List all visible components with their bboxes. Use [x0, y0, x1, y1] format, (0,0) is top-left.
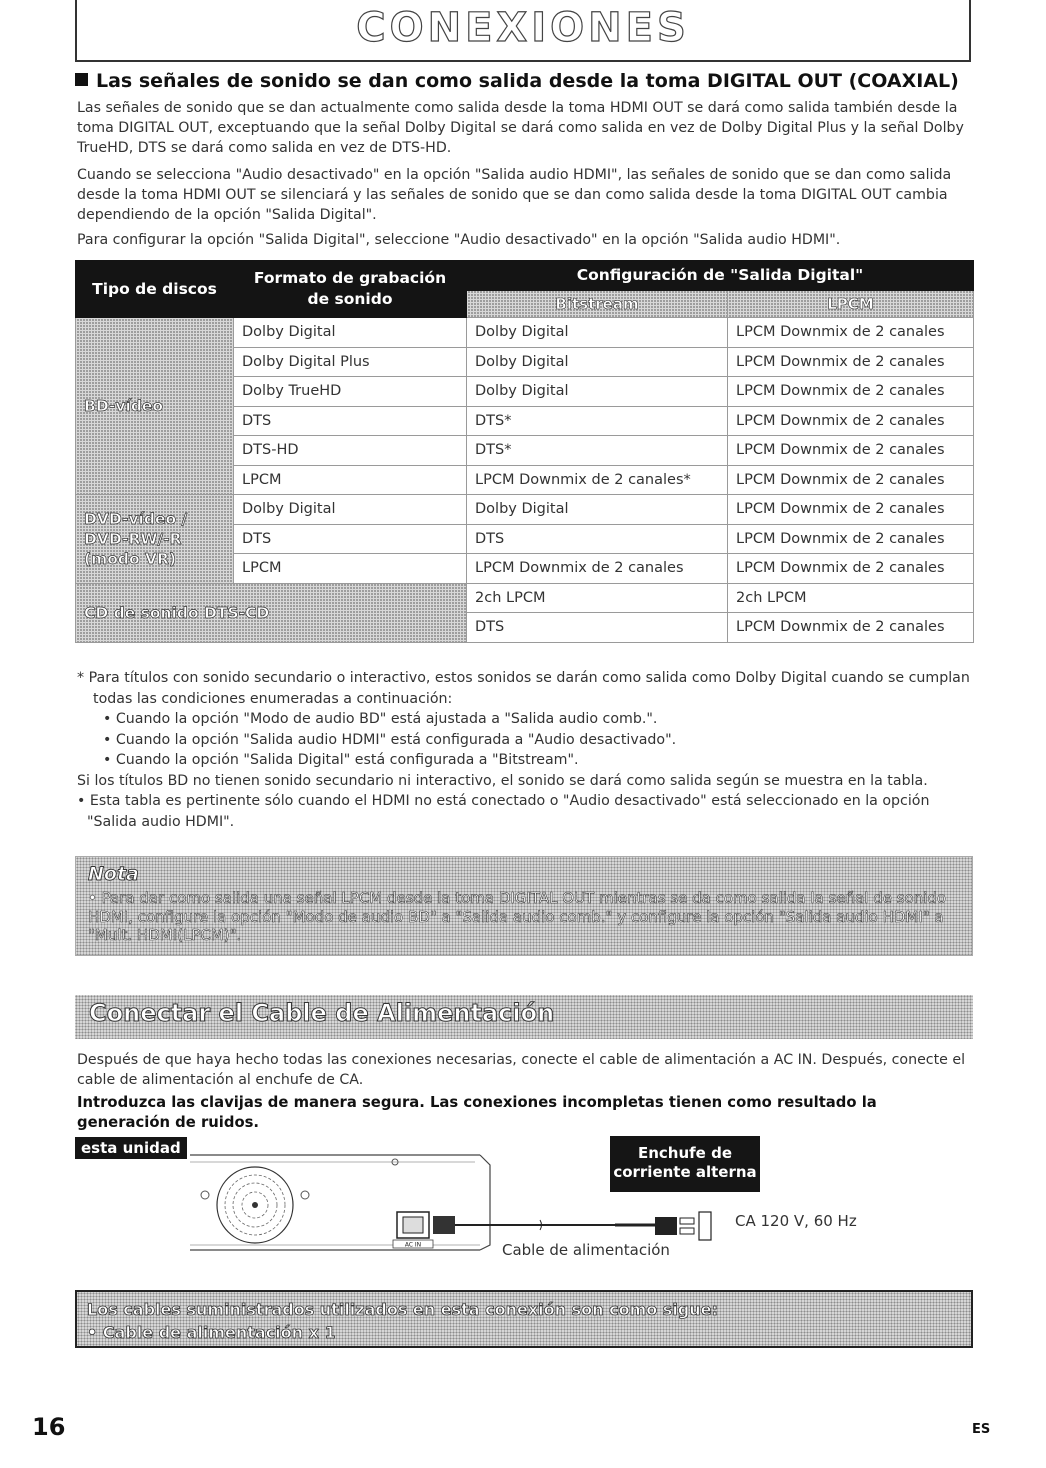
cell-bitstream: Dolby Digital: [467, 318, 728, 348]
section-heading-text: Las señales de sonido se dan como salida desde la toma DIGITAL OUT (COAXIAL): [96, 70, 959, 92]
cell-format: DTS: [234, 524, 467, 554]
header-lpcm: LPCM: [728, 290, 974, 317]
nota-title: Nota: [88, 863, 139, 885]
cell-bitstream: LPCM Downmix de 2 canales: [467, 554, 728, 584]
cell-lpcm: LPCM Downmix de 2 canales: [728, 347, 974, 377]
supplied-cables-heading: Los cables suministrados utilizados en esta conexión son como sigue:: [87, 1300, 718, 1319]
note-bullet-3: • Cuando la opción "Salida Digital" está configurada a "Bitstream".: [103, 752, 579, 768]
cell-lpcm: LPCM Downmix de 2 canales: [728, 377, 974, 407]
language-code: ES: [972, 1422, 991, 1437]
cell-bitstream: DTS: [467, 613, 728, 643]
nota-box: [75, 856, 973, 956]
footnote: * Para títulos con sonido secundario o interactivo, estos sonidos se darán como salida como Dolby Digital cuando se cumplan todas las condiciones enumeradas a continuación:: [77, 670, 970, 707]
cell-lpcm: LPCM Downmix de 2 canales: [728, 406, 974, 436]
cell-format: Dolby TrueHD: [234, 377, 467, 407]
cell-lpcm: LPCM Downmix de 2 canales: [728, 554, 974, 584]
paragraph-2: Cuando se selecciona "Audio desactivado" en la opción "Salida audio HDMI", las señales de sonido que se dan como salida desde la toma HDMI OUT se silenciará y las señales de sonido que se dan como salida desde la toma DIGITAL OUT cambia dependiendo de la opción "Salida Digital".: [77, 167, 952, 223]
cell-format: Dolby Digital: [234, 318, 467, 348]
header-config: Configuración de "Salida Digital": [467, 261, 974, 291]
plug-label-line-2: corriente alterna: [613, 1163, 757, 1181]
group-dvd-video: DVD-vídeo / DVD-RW/-R (modo VR): [76, 495, 234, 584]
note-bullet-1: • Cuando la opción "Modo de audio BD" está ajustada a "Salida audio comb.".: [103, 711, 658, 727]
cell-format: Dolby Digital Plus: [234, 347, 467, 377]
plug-label: [610, 1136, 760, 1192]
cell-format: DTS-HD: [234, 436, 467, 466]
header-format: Formato de grabación de sonido: [234, 261, 467, 318]
cell-format: LPCM: [234, 465, 467, 495]
group-cd: CD de sonido DTS-CD: [76, 583, 467, 642]
cell-lpcm: LPCM Downmix de 2 canales: [728, 613, 974, 643]
cell-bitstream: DTS*: [467, 436, 728, 466]
cell-format: Dolby Digital: [234, 495, 467, 525]
cell-lpcm: LPCM Downmix de 2 canales: [728, 495, 974, 525]
power-section-banner: [75, 995, 973, 1039]
heading-bullet-icon: [75, 73, 88, 86]
page-title: CONEXIONES: [356, 5, 690, 51]
header-bitstream: Bitstream: [467, 290, 728, 317]
cell-bitstream: Dolby Digital: [467, 347, 728, 377]
fan-icon: [201, 1159, 398, 1243]
cell-bitstream: Dolby Digital: [467, 377, 728, 407]
supplied-cables-item: • Cable de alimentación x 1: [87, 1323, 336, 1342]
power-cable-icon: [433, 1212, 711, 1240]
table-notes: [77, 668, 972, 832]
unit-label: esta unidad: [75, 1137, 187, 1159]
power-warning: Introduzca las clavijas de manera segura. Las conexiones incompletas tienen como resultado la generación de ruidos.: [77, 1094, 877, 1131]
cell-format: DTS: [234, 406, 467, 436]
paragraph-1: Las señales de sonido que se dan actualmente como salida desde la toma HDMI OUT se dará como salida también desde la toma DIGITAL OUT, exceptuando que la señal Dolby Digital se dará como salida en vez de Dolby Digital Plus y la señal Dolby TrueHD, DTS se dará como salida en vez de DTS-HD.: [77, 100, 964, 156]
power-section-title: Conectar el Cable de Alimentación: [89, 999, 555, 1027]
header-disc-type: Tipo de discos: [76, 261, 234, 318]
section-heading: [75, 70, 975, 92]
plug-label-line-1: Enchufe de: [637, 1144, 732, 1162]
cell-lpcm: LPCM Downmix de 2 canales: [728, 524, 974, 554]
ac-in-socket-icon: [393, 1212, 433, 1249]
note-line-5: • Esta tabla es pertinente sólo cuando el HDMI no está conectado o "Audio desactivado" está seleccionado en la opción "Salida audio HDMI".: [77, 793, 930, 830]
cell-format: LPCM: [234, 554, 467, 584]
note-bullet-2: • Cuando la opción "Salida audio HDMI" está configurada a "Audio desactivado".: [103, 731, 677, 748]
note-line-4: Si los títulos BD no tienen sonido secundario ni interactivo, el sonido se dará como salida según se muestra en la tabla.: [77, 772, 928, 789]
nota-text: • Para dar como salida una señal LPCM desde la toma DIGITAL OUT mientras se da como salida la señal de sonido HDMI, configure la opción "Modo de audio BD" a "Salida audio comb." y configure la opción "Salida audio HDMI" a "Mult. HDMI(LPCM)".: [88, 889, 947, 944]
supplied-cables-box: [75, 1290, 973, 1348]
paragraph-3: Para configurar la opción "Salida Digital", seleccione "Audio desactivado" en la opción "Salida audio HDMI".: [77, 232, 841, 248]
cell-lpcm: 2ch LPCM: [728, 583, 974, 613]
cable-label: Cable de alimentación: [502, 1241, 670, 1259]
digital-output-table: [75, 260, 973, 643]
cell-bitstream: Dolby Digital: [467, 495, 728, 525]
page-title-box: [75, 0, 971, 62]
cell-lpcm: LPCM Downmix de 2 canales: [728, 436, 974, 466]
cell-bitstream: DTS: [467, 524, 728, 554]
cell-bitstream: LPCM Downmix de 2 canales*: [467, 465, 728, 495]
cell-lpcm: LPCM Downmix de 2 canales: [728, 318, 974, 348]
voltage-label: CA 120 V, 60 Hz: [735, 1212, 857, 1230]
group-bd-video: BD-vídeo: [76, 318, 234, 495]
cell-lpcm: LPCM Downmix de 2 canales: [728, 465, 974, 495]
ac-in-label: AC IN: [404, 1241, 422, 1249]
cell-bitstream: 2ch LPCM: [467, 583, 728, 613]
cell-bitstream: DTS*: [467, 406, 728, 436]
page-number: 16: [32, 1413, 66, 1441]
power-paragraph: Después de que haya hecho todas las conexiones necesarias, conecte el cable de alimentación a AC IN. Después, conecte el cable de alimentación al enchufe de CA.: [77, 1052, 966, 1088]
